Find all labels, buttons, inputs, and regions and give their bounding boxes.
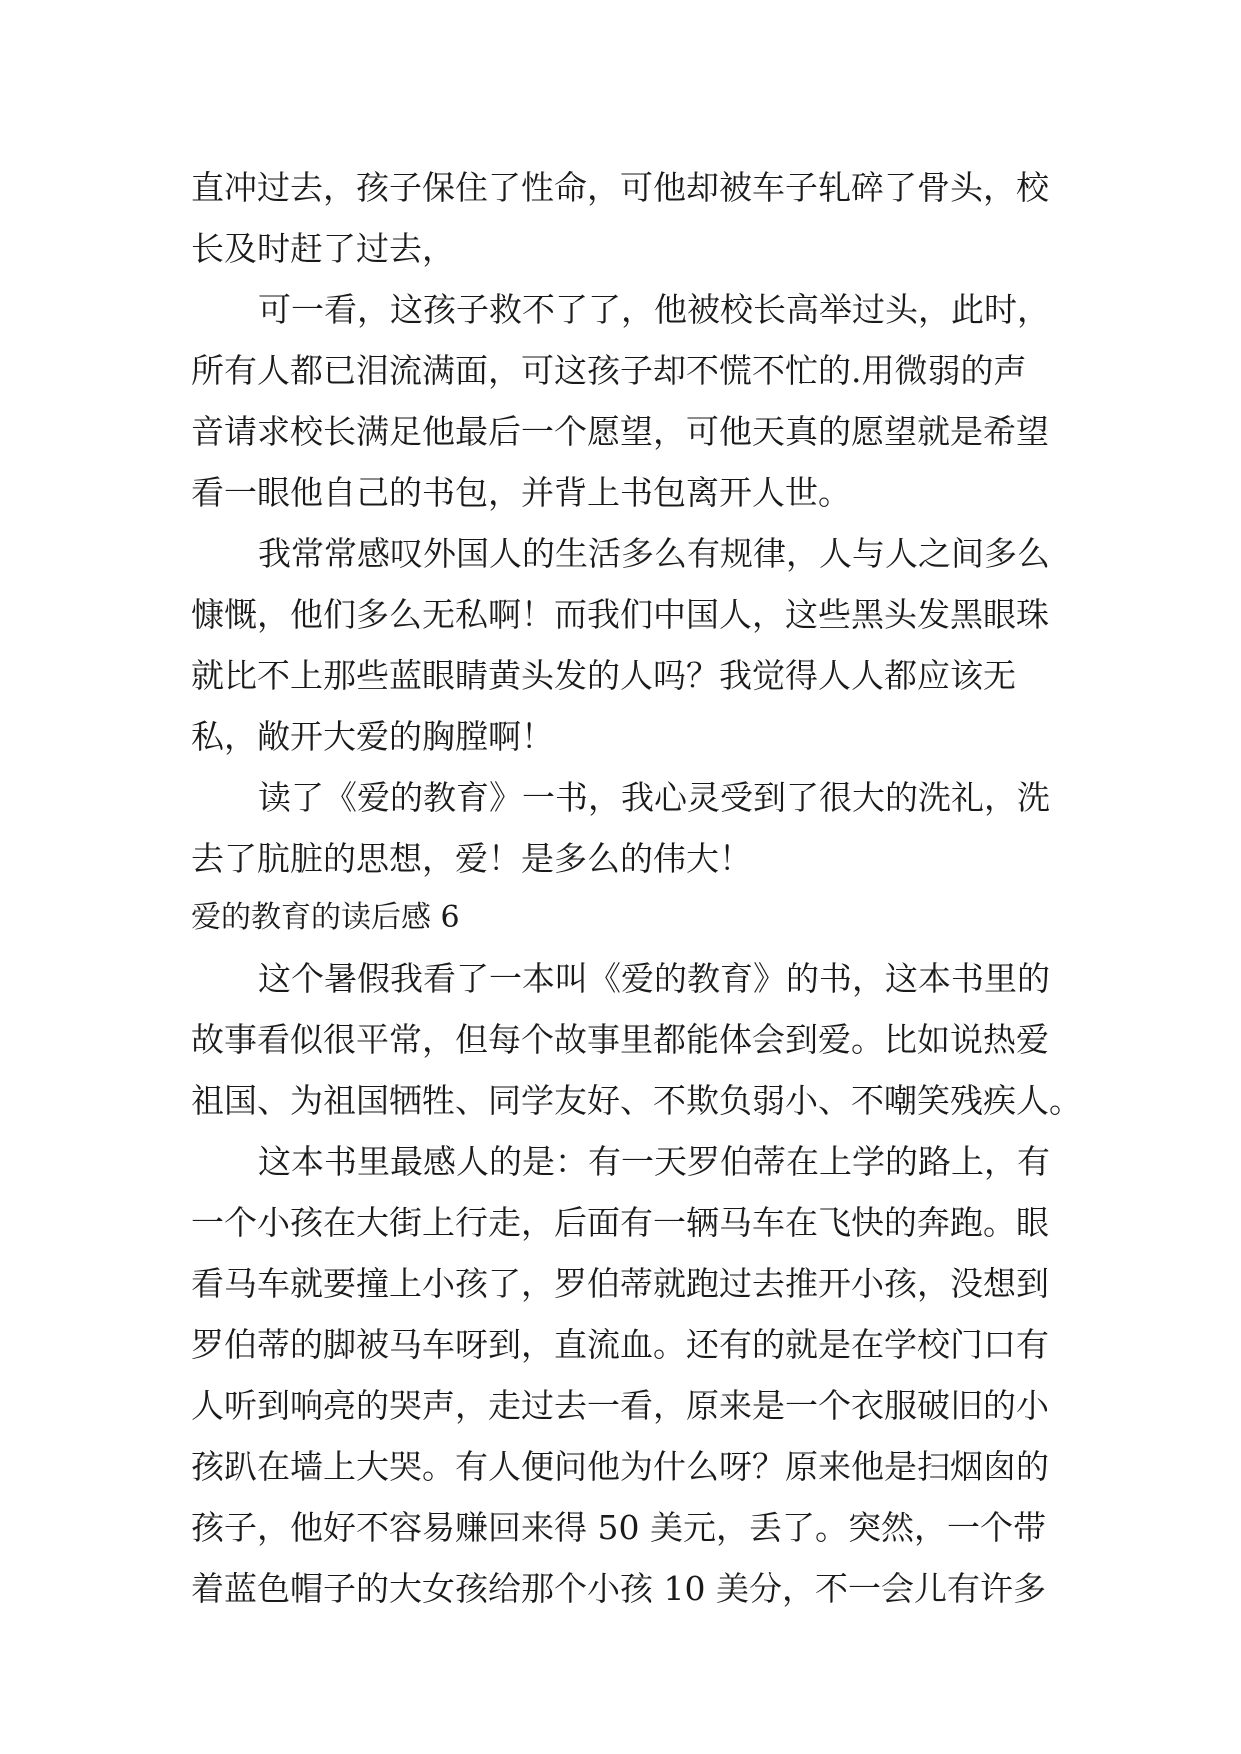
- text-line: 所有人都已泪流满面，可这孩子却不慌不忙的.用微弱的声: [191, 351, 1027, 390]
- text-line: 私，敞开大爱的胸膛啊！: [191, 717, 554, 756]
- text-line: 着蓝色帽子的大女孩给那个小孩 10 美分，不一会儿有许多: [191, 1569, 1046, 1608]
- paragraph-first-line: 读了《爱的教育》一书，我心灵受到了很大的洗礼，洗: [258, 778, 1050, 817]
- section-heading: 爱的教育的读后感 6: [191, 900, 460, 935]
- text-line: 一个小孩在大街上行走，后面有一辆马车在飞快的奔跑。眼: [191, 1203, 1049, 1242]
- paragraph-first-line: 这个暑假我看了一本叫《爱的教育》的书，这本书里的: [258, 959, 1050, 998]
- text-line: 罗伯蒂的脚被马车呀到，直流血。还有的就是在学校门口有: [191, 1325, 1049, 1364]
- paragraph-first-line: 我常常感叹外国人的生活多么有规律，人与人之间多么: [258, 534, 1050, 573]
- text-line: 就比不上那些蓝眼睛黄头发的人吗？我觉得人人都应该无: [191, 656, 1016, 695]
- text-line: 孩子，他好不容易赚回来得 50 美元，丢了。突然，一个带: [191, 1508, 1046, 1547]
- text-line: 慷慨，他们多么无私啊！而我们中国人，这些黑头发黑眼珠: [191, 595, 1049, 634]
- paragraph-first-line: 这本书里最感人的是：有一天罗伯蒂在上学的路上，有: [258, 1142, 1050, 1181]
- text-line: 去了肮脏的思想，爱！是多么的伟大！: [191, 839, 752, 878]
- paragraph-first-line: 可一看，这孩子救不了了，他被校长高举过头，此时，: [258, 290, 1050, 329]
- text-line: 音请求校长满足他最后一个愿望，可他天真的愿望就是希望: [191, 412, 1049, 451]
- text-line: 孩趴在墙上大哭。有人便问他为什么呀？原来他是扫烟囱的: [191, 1447, 1049, 1486]
- text-line: 祖国、为祖国牺牲、同学友好、不欺负弱小、不嘲笑残疾人。: [191, 1081, 1082, 1120]
- text-line: 看一眼他自己的书包，并背上书包离开人世。: [191, 473, 851, 512]
- text-line: 人听到响亮的哭声，走过去一看，原来是一个衣服破旧的小: [191, 1386, 1049, 1425]
- text-line: 看马车就要撞上小孩了，罗伯蒂就跑过去推开小孩，没想到: [191, 1264, 1049, 1303]
- text-line: 故事看似很平常，但每个故事里都能体会到爱。比如说热爱: [191, 1020, 1049, 1059]
- text-line: 直冲过去，孩子保住了性命，可他却被车子轧碎了骨头，校: [191, 168, 1049, 207]
- text-line: 长及时赶了过去，: [191, 229, 455, 268]
